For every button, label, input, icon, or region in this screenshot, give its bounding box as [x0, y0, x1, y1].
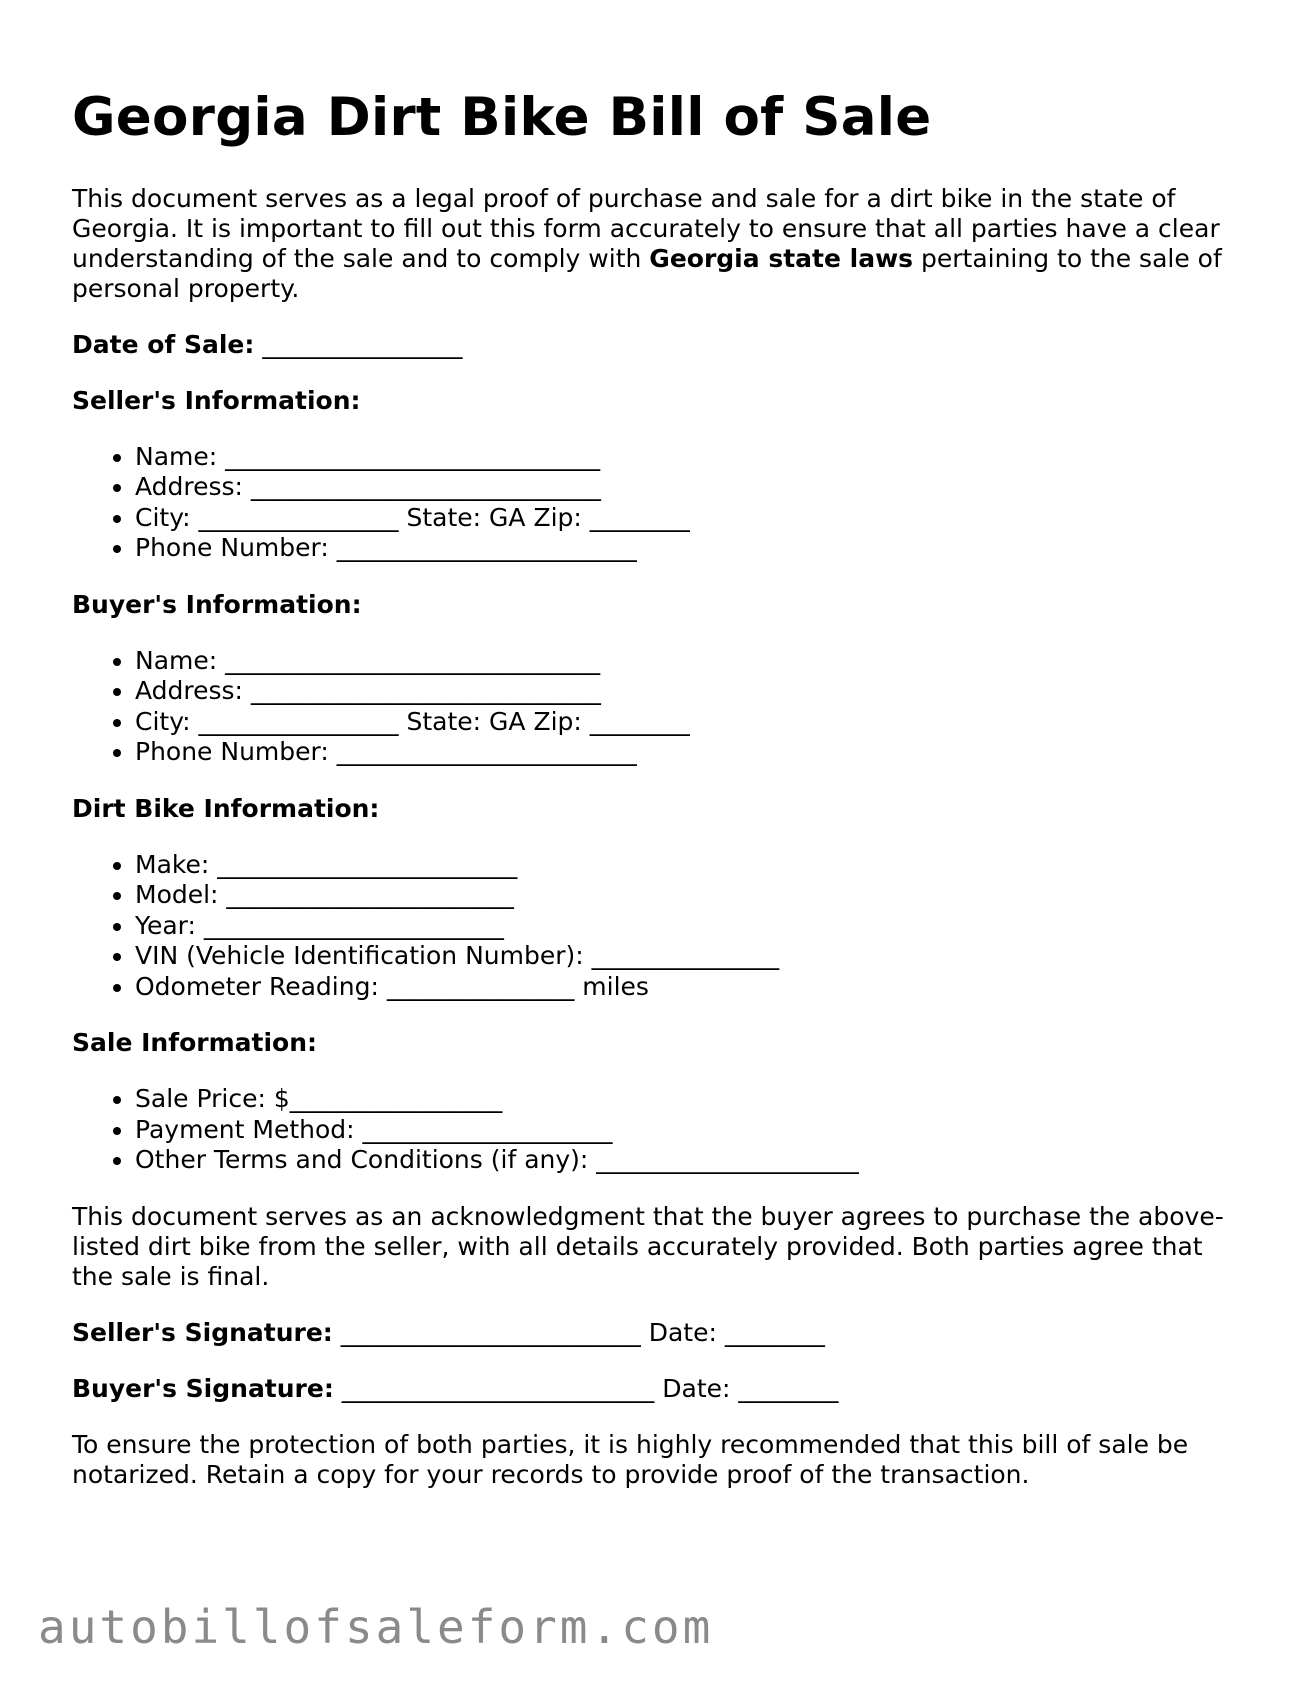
seller-signature-blank[interactable]: ________________________ Date: ________: [340, 1317, 825, 1347]
buyer-signature-line[interactable]: [72, 1374, 1242, 1404]
bike-model-field[interactable]: • Model: _______________________: [135, 880, 1242, 911]
bike-info-list: [72, 850, 1242, 1003]
payment-method-field[interactable]: • Payment Method: ____________________: [135, 1115, 1242, 1146]
buyer-signature-label: Buyer's Signature:: [72, 1373, 334, 1403]
sale-info-list: [72, 1084, 1242, 1176]
seller-name-field[interactable]: • Name: ______________________________: [135, 442, 1242, 473]
seller-city-state-zip-field[interactable]: • City: ________________ State: GA Zip: ________: [135, 503, 1242, 534]
acknowledgment-paragraph: This document serves as an acknowledgment that the buyer agrees to purchase the above-listed dirt bike from the seller, with all details accurately provided. Both parties agree that the sale is final.: [72, 1201, 1224, 1291]
buyer-city-state-zip-field[interactable]: • City: ________________ State: GA Zip: ________: [135, 707, 1242, 738]
buyer-address-field[interactable]: • Address: ____________________________: [135, 676, 1242, 707]
site-watermark: autobillofsaleform.com: [38, 1600, 714, 1654]
bike-vin-field[interactable]: • VIN (Vehicle Identification Number): _______________: [135, 941, 1242, 972]
seller-signature-label: Seller's Signature:: [72, 1317, 333, 1347]
date-of-sale-label: Date of Sale:: [72, 329, 255, 359]
closing-paragraph: To ensure the protection of both parties, it is highly recommended that this bill of sale be notarized. Retain a copy for your records to provide proof of the transaction.: [72, 1429, 1189, 1489]
seller-phone-field[interactable]: • Phone Number: ________________________: [135, 533, 1242, 564]
intro-text-2: pertaining to the sale of personal property.: [72, 243, 1222, 303]
intro-bold-text: Georgia state laws: [649, 243, 914, 273]
bike-info-heading: Dirt Bike Information:: [72, 793, 380, 823]
sale-price-field[interactable]: • Sale Price: $_________________: [135, 1084, 1242, 1115]
buyer-info-list: [72, 646, 1242, 768]
buyer-phone-field[interactable]: • Phone Number: ________________________: [135, 737, 1242, 768]
buyer-name-field[interactable]: • Name: ______________________________: [135, 646, 1242, 677]
date-of-sale-field[interactable]: [72, 330, 1242, 360]
document-page: [72, 88, 1242, 1516]
sale-info-heading: Sale Information:: [72, 1028, 317, 1058]
seller-signature-line[interactable]: [72, 1318, 1242, 1348]
seller-info-heading: Seller's Information:: [72, 385, 361, 415]
bike-make-field[interactable]: • Make: ________________________: [135, 850, 1242, 881]
seller-info-list: [72, 442, 1242, 564]
other-terms-field[interactable]: • Other Terms and Conditions (if any): _____________________: [135, 1145, 1242, 1176]
intro-paragraph: [72, 184, 1242, 304]
page-title: Georgia Dirt Bike Bill of Sale: [72, 87, 932, 148]
bike-odometer-field[interactable]: • Odometer Reading: _______________ miles: [135, 972, 1242, 1003]
buyer-signature-blank[interactable]: _________________________ Date: ________: [341, 1373, 839, 1403]
date-of-sale-blank[interactable]: ________________: [262, 329, 463, 359]
buyer-info-heading: Buyer's Information:: [72, 589, 362, 619]
bike-year-field[interactable]: • Year: ________________________: [135, 911, 1242, 942]
intro-text-1: This document serves as a legal proof of purchase and sale for a dirt bike in the state of Georgia. It is important to fill out this form accurately to ensure that all parties have a clear understanding of the sale and to comply with: [72, 183, 1220, 273]
seller-address-field[interactable]: • Address: ____________________________: [135, 472, 1242, 503]
